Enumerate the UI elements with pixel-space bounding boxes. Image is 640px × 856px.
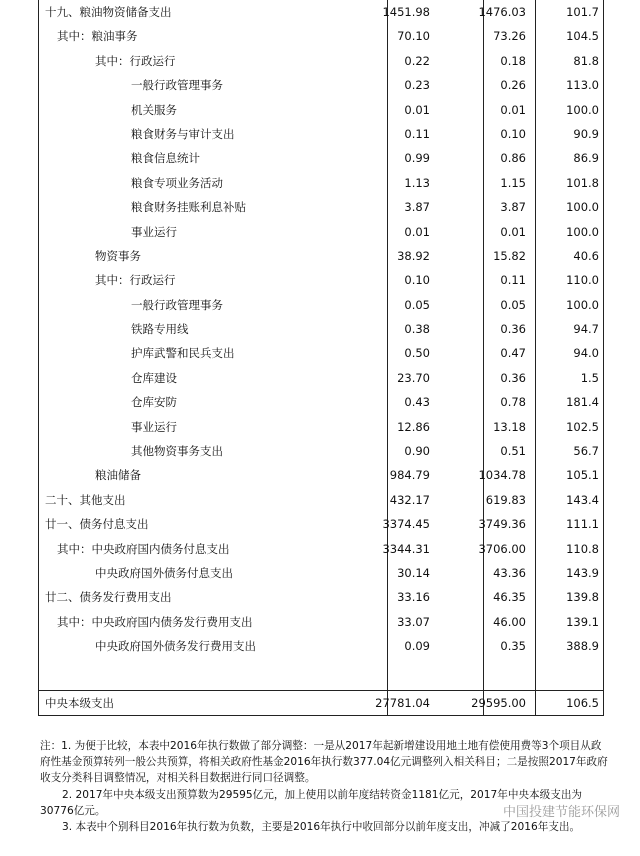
table-row: [39, 561, 603, 585]
row-value-2016: 0.10: [404, 273, 430, 288]
row-value-2017: 43.36: [493, 565, 526, 580]
row-value-2016: 0.11: [404, 126, 430, 141]
row-value-2016: 3374.45: [382, 517, 430, 532]
row-value-2017: 46.00: [493, 614, 526, 629]
row-name: 廿一、债务付息支出: [45, 517, 149, 532]
row-name: 粮食专项业务活动: [131, 175, 223, 190]
row-name: 事业运行: [131, 419, 177, 434]
row-value-2016: 0.90: [404, 444, 430, 459]
row-value-2017: 0.05: [500, 297, 526, 312]
row-percent: 102.5: [566, 419, 599, 434]
table-row: [39, 537, 603, 561]
row-value-2016: 3344.31: [382, 541, 430, 556]
row-value-2016: 0.38: [404, 322, 430, 337]
row-value-2016: 0.05: [404, 297, 430, 312]
row-name: 一般行政管理事务: [131, 297, 223, 312]
row-value-2017: 0.01: [500, 224, 526, 239]
row-percent: 139.1: [566, 614, 599, 629]
table-row: [39, 463, 603, 487]
row-value-2016: 1451.98: [382, 5, 430, 19]
table-row: [39, 488, 603, 512]
table-row: [39, 634, 603, 658]
row-value-2017: 46.35: [493, 590, 526, 605]
row-value-2017: 3749.36: [478, 517, 526, 532]
table-body: [39, 0, 603, 659]
row-value-2016: 27781.04: [375, 695, 430, 710]
row-percent: 81.8: [573, 53, 599, 68]
table-row: [39, 293, 603, 317]
row-value-2016: 432.17: [389, 492, 430, 507]
row-percent: 94.0: [573, 346, 599, 361]
budget-table: [38, 0, 604, 716]
table-row: [39, 244, 603, 268]
row-percent: 100.0: [566, 297, 599, 312]
row-value-2016: 0.50: [404, 346, 430, 361]
table-row: [39, 98, 603, 122]
row-percent: 111.1: [566, 517, 599, 532]
row-percent: 110.0: [566, 273, 599, 288]
row-value-2017: 1034.78: [478, 468, 526, 483]
row-name: 其中：行政运行: [95, 273, 176, 288]
row-name: 中央政府国外债务付息支出: [95, 565, 233, 580]
table-row: [39, 49, 603, 73]
row-value-2017: 3.87: [500, 200, 526, 215]
row-value-2017: 29595.00: [471, 695, 526, 710]
row-percent: 101.7: [566, 5, 599, 19]
row-value-2016: 70.10: [397, 29, 430, 44]
row-percent: 181.4: [566, 395, 599, 410]
row-percent: 101.8: [566, 175, 599, 190]
row-value-2017: 0.10: [500, 126, 526, 141]
row-value-2017: 0.36: [500, 322, 526, 337]
row-name: 粮食财务挂账利息补贴: [131, 200, 246, 215]
row-value-2017: 0.35: [500, 639, 526, 654]
total-row: [39, 690, 603, 715]
table-row: [39, 390, 603, 414]
table-notes: [40, 738, 610, 835]
row-value-2017: 3706.00: [478, 541, 526, 556]
table-row: [39, 0, 603, 24]
table-row: [39, 415, 603, 439]
table-row: [39, 341, 603, 365]
row-percent: 106.5: [566, 695, 599, 710]
table-row: [39, 24, 603, 48]
row-name: 其中：行政运行: [95, 53, 176, 68]
row-percent: 1.5: [580, 370, 599, 385]
row-name: 护库武警和民兵支出: [131, 346, 235, 361]
table-row: [39, 268, 603, 292]
row-value-2016: 0.43: [404, 395, 430, 410]
row-name: 粮食信息统计: [131, 151, 200, 166]
row-value-2016: 33.07: [397, 614, 430, 629]
row-value-2016: 3.87: [404, 200, 430, 215]
row-percent: 100.0: [566, 102, 599, 117]
row-name: 廿二、债务发行费用支出: [45, 590, 172, 605]
row-percent: 139.8: [566, 590, 599, 605]
row-value-2017: 1476.03: [478, 5, 526, 19]
table-row: [39, 610, 603, 634]
row-percent: 100.0: [566, 200, 599, 215]
row-name: 二十、其他支出: [45, 492, 126, 507]
row-name: 一般行政管理事务: [131, 78, 223, 93]
table-row: [39, 317, 603, 341]
row-name: 铁路专用线: [131, 322, 189, 337]
row-percent: 143.4: [566, 492, 599, 507]
row-name: 物资事务: [95, 248, 141, 263]
row-percent: 388.9: [566, 639, 599, 654]
table-row: [39, 171, 603, 195]
row-percent: 104.5: [566, 29, 599, 44]
row-name: 粮油储备: [95, 468, 141, 483]
row-value-2016: 33.16: [397, 590, 430, 605]
row-value-2016: 0.23: [404, 78, 430, 93]
watermark: 中国投建节能环保网: [501, 801, 622, 820]
row-percent: 86.9: [573, 151, 599, 166]
row-value-2017: 0.36: [500, 370, 526, 385]
row-name: 仓库建设: [131, 370, 177, 385]
row-value-2017: 0.11: [500, 273, 526, 288]
row-value-2017: 0.47: [500, 346, 526, 361]
row-name: 粮食财务与审计支出: [131, 126, 235, 141]
row-value-2016: 0.01: [404, 224, 430, 239]
row-name: 机关服务: [131, 102, 177, 117]
row-percent: 94.7: [573, 322, 599, 337]
row-value-2016: 984.79: [389, 468, 430, 483]
row-name: 中央政府国外债务发行费用支出: [95, 639, 256, 654]
row-value-2017: 0.26: [500, 78, 526, 93]
row-percent: 105.1: [566, 468, 599, 483]
row-value-2016: 0.09: [404, 639, 430, 654]
row-value-2017: 0.18: [500, 53, 526, 68]
table-row: [39, 146, 603, 170]
row-value-2016: 0.22: [404, 53, 430, 68]
row-percent: 143.9: [566, 565, 599, 580]
row-value-2017: 15.82: [493, 248, 526, 263]
note-2: 2. 2017年中央本级支出预算数为29595亿元，加上使用以前年度结转资金1181亿元，2017年中央本级支出为30776亿元。: [40, 788, 583, 817]
row-value-2017: 73.26: [493, 29, 526, 44]
row-percent: 56.7: [573, 444, 599, 459]
row-value-2016: 0.99: [404, 151, 430, 166]
row-value-2016: 30.14: [397, 565, 430, 580]
row-name: 仓库安防: [131, 395, 177, 410]
row-name: 其他物资事务支出: [131, 444, 223, 459]
row-name: 事业运行: [131, 224, 177, 239]
table-row: [39, 585, 603, 609]
row-value-2017: 0.51: [500, 444, 526, 459]
row-value-2017: 1.15: [500, 175, 526, 190]
note-1: 注：1. 为便于比较，本表中2016年执行数做了部分调整：一是从2017年起新增建设用地土地有偿使用费等3个项目从政府性基金预算转列一般公共预算，将相关政府性基金2016年执行数377.04亿元调整列入相关科目；二是按照2017年政府收支分类科目调整情况，对相关科目数据进行同口径调整。: [40, 740, 608, 785]
row-percent: 40.6: [573, 248, 599, 263]
table-row: [39, 439, 603, 463]
row-name: 其中：中央政府国内债务付息支出: [57, 541, 230, 556]
table-row: [39, 512, 603, 536]
row-name: 中央本级支出: [45, 695, 114, 710]
row-name: 十九、粮油物资储备支出: [45, 5, 172, 19]
table-spacer: [39, 659, 603, 690]
row-value-2016: 12.86: [397, 419, 430, 434]
row-value-2016: 38.92: [397, 248, 430, 263]
row-value-2016: 23.70: [397, 370, 430, 385]
row-percent: 100.0: [566, 224, 599, 239]
row-value-2016: 1.13: [404, 175, 430, 190]
row-value-2017: 0.01: [500, 102, 526, 117]
row-value-2016: 0.01: [404, 102, 430, 117]
table-row: [39, 220, 603, 244]
table-row: [39, 122, 603, 146]
row-name: 其中：中央政府国内债务发行费用支出: [57, 614, 253, 629]
table-row: [39, 195, 603, 219]
table-row: [39, 366, 603, 390]
table-row: [39, 73, 603, 97]
row-value-2017: 0.78: [500, 395, 526, 410]
note-3: 3. 本表中个别科目2016年执行数为负数，主要是2016年执行中收回部分以前年度支出，冲减了2016年支出。: [62, 821, 581, 834]
row-percent: 110.8: [566, 541, 599, 556]
row-percent: 90.9: [573, 126, 599, 141]
row-value-2017: 619.83: [485, 492, 526, 507]
row-value-2017: 13.18: [493, 419, 526, 434]
row-name: 其中：粮油事务: [57, 29, 138, 44]
row-value-2017: 0.86: [500, 151, 526, 166]
row-percent: 113.0: [566, 78, 599, 93]
